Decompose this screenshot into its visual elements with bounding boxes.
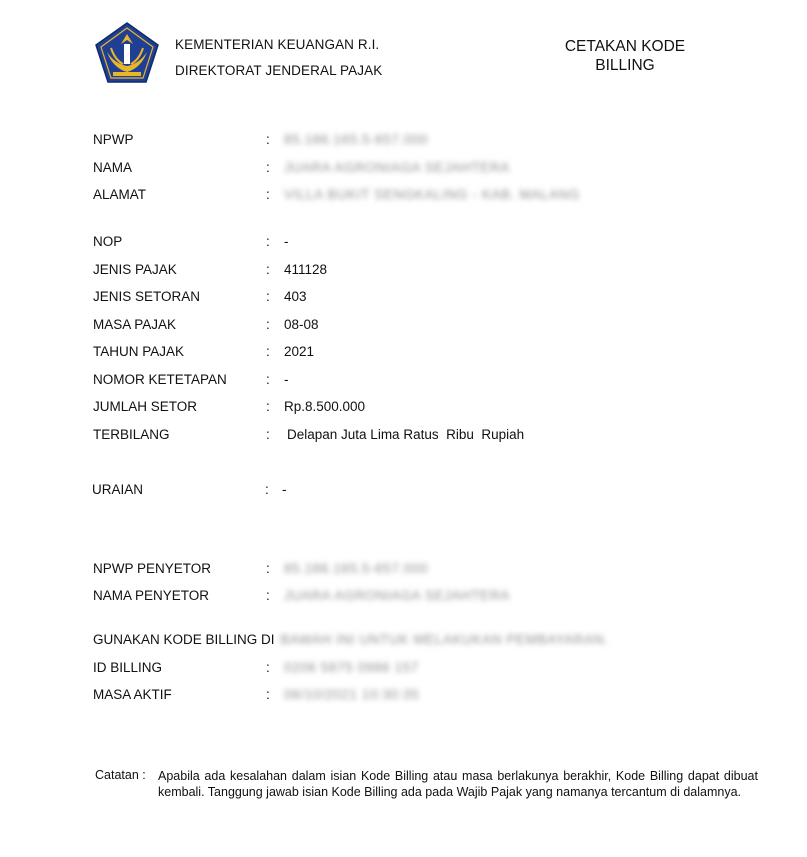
nama-penyetor-label: NAMA PENYETOR: [93, 588, 210, 603]
tahun-pajak-label: TAHUN PAJAK: [93, 344, 185, 359]
npwp-colon: :: [266, 132, 270, 147]
masa-pajak-label: MASA PAJAK: [93, 317, 177, 332]
nama-value: JUARA AGRONIAGA SEJAHTERA: [284, 160, 510, 175]
uraian-colon: :: [265, 482, 269, 497]
jenis-pajak-label: JENIS PAJAK: [93, 262, 177, 277]
uraian-label: URAIAN: [92, 482, 144, 497]
jenis-setoran-value: 403: [284, 289, 307, 304]
masa-aktif-colon: :: [266, 687, 270, 702]
masa-pajak-colon: :: [266, 317, 270, 332]
masa-pajak-value: 08-08: [284, 317, 319, 332]
document-title: CETAKAN KODE BILLING: [564, 38, 686, 74]
directorate-name: DIREKTORAT JENDERAL PAJAK: [175, 63, 383, 78]
tahun-pajak-colon: :: [266, 344, 270, 359]
jumlah-setor-colon: :: [266, 399, 270, 414]
jenis-pajak-value: 411128: [284, 262, 328, 277]
masa-aktif-label: MASA AKTIF: [93, 687, 172, 702]
nama-colon: :: [266, 160, 270, 175]
jenis-setoran-colon: :: [266, 289, 270, 304]
ministry-name: KEMENTERIAN KEUANGAN R.I.: [175, 37, 380, 52]
nama-penyetor-colon: :: [266, 588, 270, 603]
uraian-value: -: [282, 482, 287, 497]
nop-label: NOP: [93, 234, 123, 249]
nama-label: NAMA: [93, 160, 133, 175]
alamat-label: ALAMAT: [93, 187, 147, 202]
nomor-ketetapan-colon: :: [266, 372, 270, 387]
jenis-pajak-colon: :: [266, 262, 270, 277]
masa-aktif-value: 06/10/2021 10:30:35: [284, 687, 420, 702]
npwp-penyetor-label: NPWP PENYETOR: [93, 561, 212, 576]
id-billing-value: 0206 5875 0986 157: [284, 660, 419, 675]
note-text: Apabila ada kesalahan dalam isian Kode Billing atau masa berlakunya berakhir, Kode Billing dapat dibuat kembali. Tanggung jawab isian Kode Billing ada pada Wajib Pajak yang namanya tercantum di dalamnya.: [158, 769, 758, 799]
nama-penyetor-value: JUARA AGRONIAGA SEJAHTERA: [284, 588, 510, 603]
jenis-setoran-label: JENIS SETORAN: [93, 289, 201, 304]
nop-colon: :: [266, 234, 270, 249]
nop-value: -: [284, 234, 289, 249]
npwp-penyetor-colon: :: [266, 561, 270, 576]
alamat-value: VILLA BUKIT SENGKALING - KAB. MALANG: [284, 187, 580, 202]
billing-instruction-value: BAWAH INI UNTUK MELAKUKAN PEMBAYARAN.: [280, 632, 609, 647]
tahun-pajak-value: 2021: [284, 344, 315, 359]
npwp-label: NPWP: [93, 132, 134, 147]
kemenkeu-emblem-icon: [93, 22, 161, 90]
id-billing-label: ID BILLING: [93, 660, 163, 675]
jumlah-setor-value: Rp.8.500.000: [284, 399, 366, 414]
npwp-penyetor-value: 85.186.165.5-657.000: [284, 561, 429, 576]
nomor-ketetapan-value: -: [284, 372, 289, 387]
alamat-colon: :: [266, 187, 270, 202]
billing-instruction: [93, 632, 609, 647]
terbilang-colon: :: [266, 427, 270, 442]
billing-instruction-label: GUNAKAN KODE BILLING DI: [93, 632, 275, 647]
npwp-value: 85.186.165.5-657.000: [284, 132, 429, 147]
terbilang-value: Delapan Juta Lima Ratus Ribu Rupiah: [287, 427, 525, 442]
note-label: Catatan :: [95, 768, 146, 782]
terbilang-label: TERBILANG: [93, 427, 170, 442]
jumlah-setor-label: JUMLAH SETOR: [93, 399, 198, 414]
nomor-ketetapan-label: NOMOR KETETAPAN: [93, 372, 227, 387]
id-billing-colon: :: [266, 660, 270, 675]
